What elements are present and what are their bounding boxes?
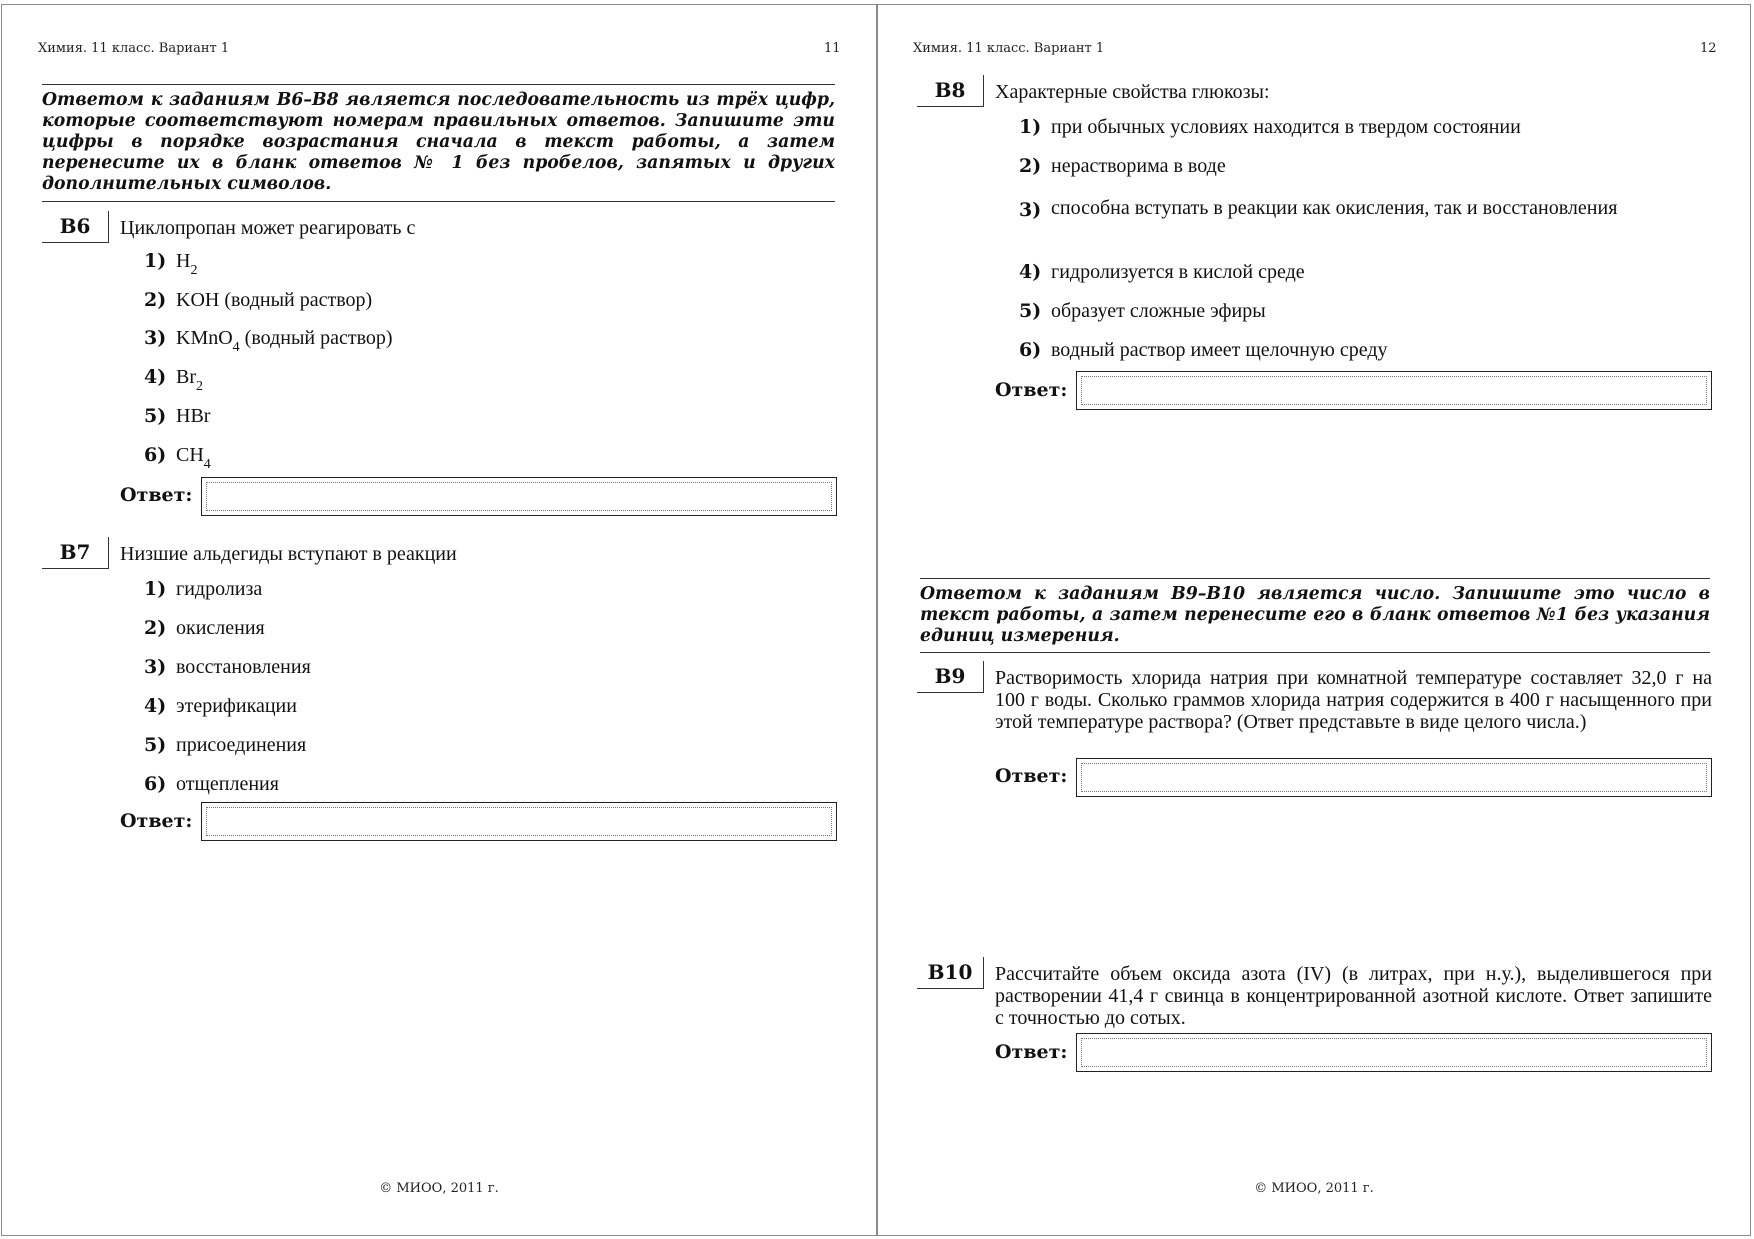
option-number: 2) bbox=[144, 617, 167, 639]
page-header: Химия. 11 класс. Вариант 1 bbox=[913, 41, 1105, 56]
option-number: 1) bbox=[144, 250, 167, 272]
option-b7-1: 1) гидролиза bbox=[144, 578, 263, 600]
task-label-b7: B7 bbox=[42, 537, 109, 569]
answer-field-b6[interactable] bbox=[201, 477, 837, 516]
option-number: 5) bbox=[144, 734, 167, 756]
option-b7-4: 4) этерификации bbox=[144, 695, 297, 717]
instruction-b6-b8: Ответом к заданиям В6–В8 является последовательность из трёх цифр, которые соответствуют номерам правильных ответов. Запишите эти цифры в порядке возрастания сначала в текст работы, а затем перенесите их в бланк ответов № 1 без пробелов, запятых и других дополнительных символов. bbox=[42, 84, 835, 202]
page-number: 11 bbox=[824, 41, 841, 56]
option-b6-1: 1) $H_2$ bbox=[144, 250, 198, 278]
option-number: 1) bbox=[1019, 116, 1042, 138]
option-b6-2: 2) KOH (водный раствор) bbox=[144, 289, 373, 311]
option-number: 6) bbox=[144, 773, 167, 795]
page-footer: © МИОО, 2011 г. bbox=[379, 1181, 499, 1196]
answer-label-b10: Ответ: bbox=[995, 1041, 1068, 1063]
task-stem-b6: Циклопропан может реагировать с bbox=[120, 217, 416, 239]
page-header: Химия. 11 класс. Вариант 1 bbox=[38, 41, 230, 56]
option-number: 6) bbox=[144, 444, 167, 466]
task-stem-b9: Растворимость хлорида натрия при комнатной температуре составляет 32,0 г на 100 г воды. Сколько граммов хлорида натрия содержится в 400 г насыщенного при этой температуре раствора? (Ответ представьте в виде целого числа.) bbox=[995, 667, 1712, 733]
answer-field-b9[interactable] bbox=[1076, 758, 1712, 797]
answer-field-b7[interactable] bbox=[201, 802, 837, 841]
answer-field-b10[interactable] bbox=[1076, 1033, 1712, 1072]
option-number: 3) bbox=[144, 327, 167, 349]
option-number: 3) bbox=[1019, 199, 1042, 221]
option-number: 2) bbox=[144, 289, 167, 311]
option-number: 5) bbox=[1019, 300, 1042, 322]
answer-label-b9: Ответ: bbox=[995, 765, 1068, 787]
page-footer: © МИОО, 2011 г. bbox=[1254, 1181, 1374, 1196]
answer-label-b6: Ответ: bbox=[120, 484, 193, 506]
option-b6-3: 3) KMnO$_4$ (водный раствор) bbox=[144, 327, 393, 355]
task-label-b8: B8 bbox=[917, 75, 984, 107]
option-b7-5: 5) присоединения bbox=[144, 734, 307, 756]
task-label-b10: B10 bbox=[917, 957, 984, 989]
option-b7-2: 2) окисления bbox=[144, 617, 265, 639]
page-number: 12 bbox=[1700, 41, 1717, 56]
option-b6-4: 4) $Br_2$ bbox=[144, 366, 203, 394]
option-number: 4) bbox=[1019, 261, 1042, 283]
option-number: 4) bbox=[144, 695, 167, 717]
task-label-b6: B6 bbox=[42, 211, 109, 243]
instruction-b9-b10: Ответом к заданиям В9–В10 является число. Запишите это число в текст работы, а затем перенесите его в бланк ответов №1 без указания единиц измерения. bbox=[920, 578, 1710, 653]
option-b7-6: 6) отщепления bbox=[144, 773, 279, 795]
option-number: 6) bbox=[1019, 339, 1042, 361]
option-b8-6: 6) водный раствор имеет щелочную среду bbox=[1019, 339, 1388, 361]
option-b8-2: 2) нерастворима в воде bbox=[1019, 155, 1226, 177]
option-b6-5: 5) HBr bbox=[144, 405, 211, 427]
option-b7-3: 3) восстановления bbox=[144, 656, 311, 678]
page-12 bbox=[877, 4, 1751, 1236]
option-number: 1) bbox=[144, 578, 167, 600]
answer-label-b7: Ответ: bbox=[120, 810, 193, 832]
option-number: 4) bbox=[144, 366, 167, 388]
answer-label-b8: Ответ: bbox=[995, 379, 1068, 401]
option-number: 5) bbox=[144, 405, 167, 427]
task-stem-b7: Низшие альдегиды вступают в реакции bbox=[120, 543, 457, 565]
page-11 bbox=[1, 4, 877, 1236]
option-b8-3: 3) способна вступать в реакции как окисления, так и восстановления bbox=[1019, 197, 1618, 221]
answer-field-b8[interactable] bbox=[1076, 371, 1712, 410]
option-b6-6: 6) $CH_4$ bbox=[144, 444, 211, 472]
option-b8-4: 4) гидролизуется в кислой среде bbox=[1019, 261, 1305, 283]
option-number: 2) bbox=[1019, 155, 1042, 177]
option-b8-1: 1) при обычных условиях находится в твердом состоянии bbox=[1019, 116, 1521, 138]
option-number: 3) bbox=[144, 656, 167, 678]
task-stem-b10: Рассчитайте объем оксида азота (IV) (в литрах, при н.у.), выделившегося при растворении 41,4 г свинца в концентрированной азотной кислоте. Ответ запишите с точностью до сотых. bbox=[995, 963, 1712, 1029]
option-b8-5: 5) образует сложные эфиры bbox=[1019, 300, 1266, 322]
task-stem-b8: Характерные свойства глюкозы: bbox=[995, 81, 1270, 103]
task-label-b9: B9 bbox=[917, 661, 984, 693]
